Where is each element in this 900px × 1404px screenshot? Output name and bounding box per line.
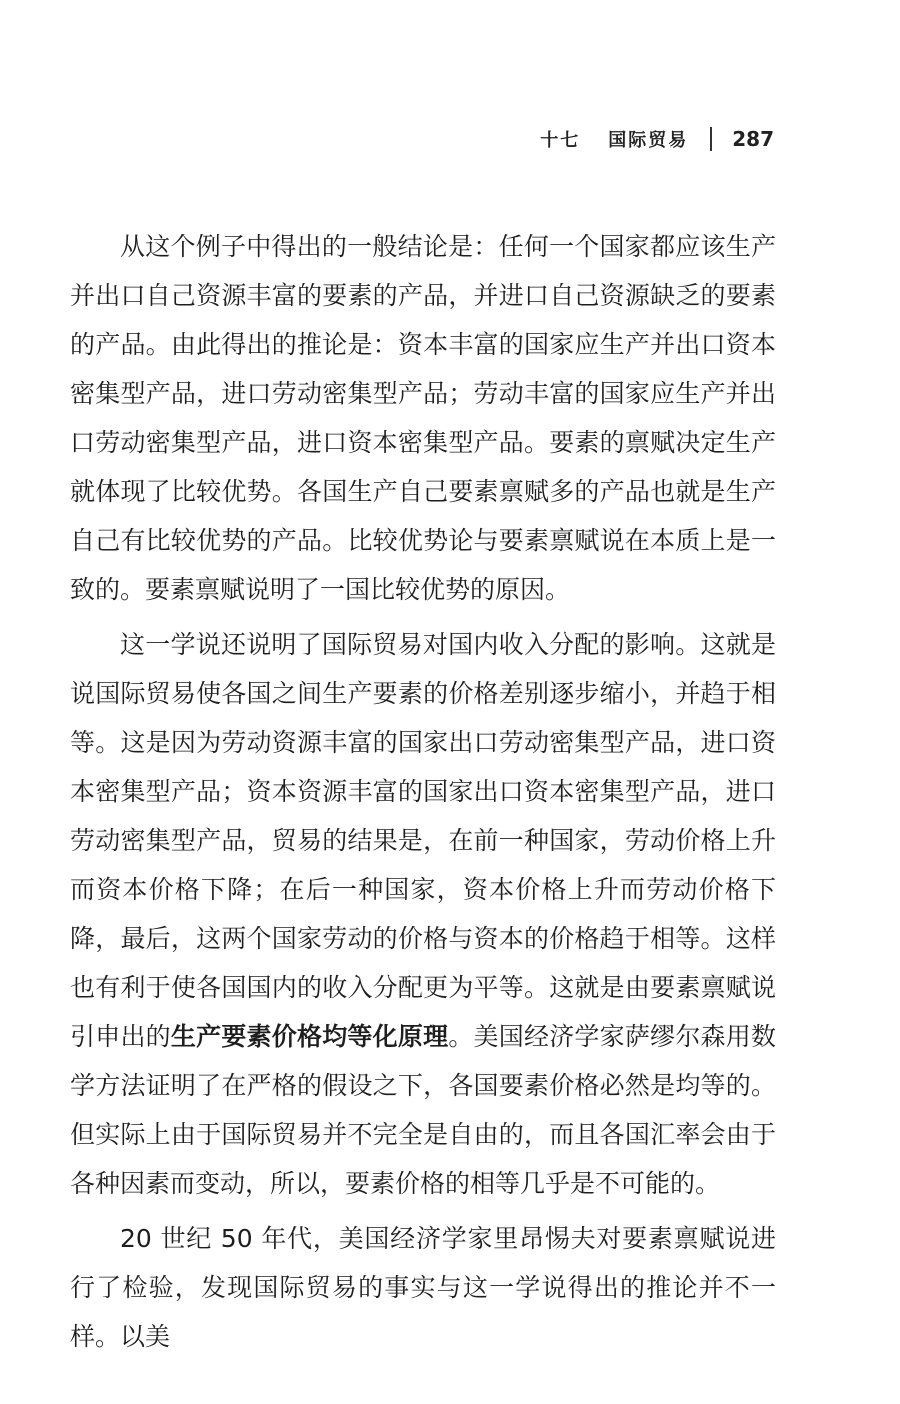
chapter-number: 十七 xyxy=(540,130,581,151)
page-number: 287 xyxy=(732,127,774,151)
body-text xyxy=(70,222,776,1367)
header-divider xyxy=(710,127,712,151)
running-header xyxy=(540,124,774,154)
chapter-title: 国际贸易 xyxy=(608,130,689,151)
paragraph-2 xyxy=(70,620,776,1208)
paragraph-3: 20 世纪 50 年代，美国经济学家里昂惕夫对要素禀赋说进行了检验，发现国际贸易的事实与这一学说得出的推论并不一样。以美 xyxy=(70,1224,776,1351)
paragraph-2-text-after: 。美国经济学家萨缪尔森用数学方法证明了在严格的假设之下，各国要素价格必然是均等的。但实际上由于国际贸易并不完全是自由的，而且各国汇率会由于各种因素而变动，所以，要素价格的相等几乎是不可能的。 xyxy=(70,1022,776,1198)
paragraph-1: 从这个例子中得出的一般结论是：任何一个国家都应该生产并出口自己资源丰富的要素的产品，并进口自己资源缺乏的要素的产品。由此得出的推论是：资本丰富的国家应生产并出口资本密集型产品，进口劳动密集型产品；劳动丰富的国家应生产并出口劳动密集型产品，进口资本密集型产品。要素的禀赋决定生产就体现了比较优势。各国生产自己要素禀赋多的产品也就是生产自己有比较优势的产品。比较优势论与要素禀赋说在本质上是一致的。要素禀赋说明了一国比较优势的原因。 xyxy=(70,232,776,604)
paragraph-2-bold-term: 生产要素价格均等化原理 xyxy=(170,1022,449,1051)
paragraph-2-text-before: 这一学说还说明了国际贸易对国内收入分配的影响。这就是说国际贸易使各国之间生产要素的价格差别逐步缩小，并趋于相等。这是因为劳动资源丰富的国家出口劳动密集型产品，进口资本密集型产品；资本资源丰富的国家出口资本密集型产品，进口劳动密集型产品，贸易的结果是，在前一种国家，劳动价格上升而资本价格下降；在后一种国家，资本价格上升而劳动价格下降，最后，这两个国家劳动的价格与资本的价格趋于相等。这样也有利于使各国国内的收入分配更为平等。这就是由要素禀赋说引申出的 xyxy=(70,630,776,1051)
